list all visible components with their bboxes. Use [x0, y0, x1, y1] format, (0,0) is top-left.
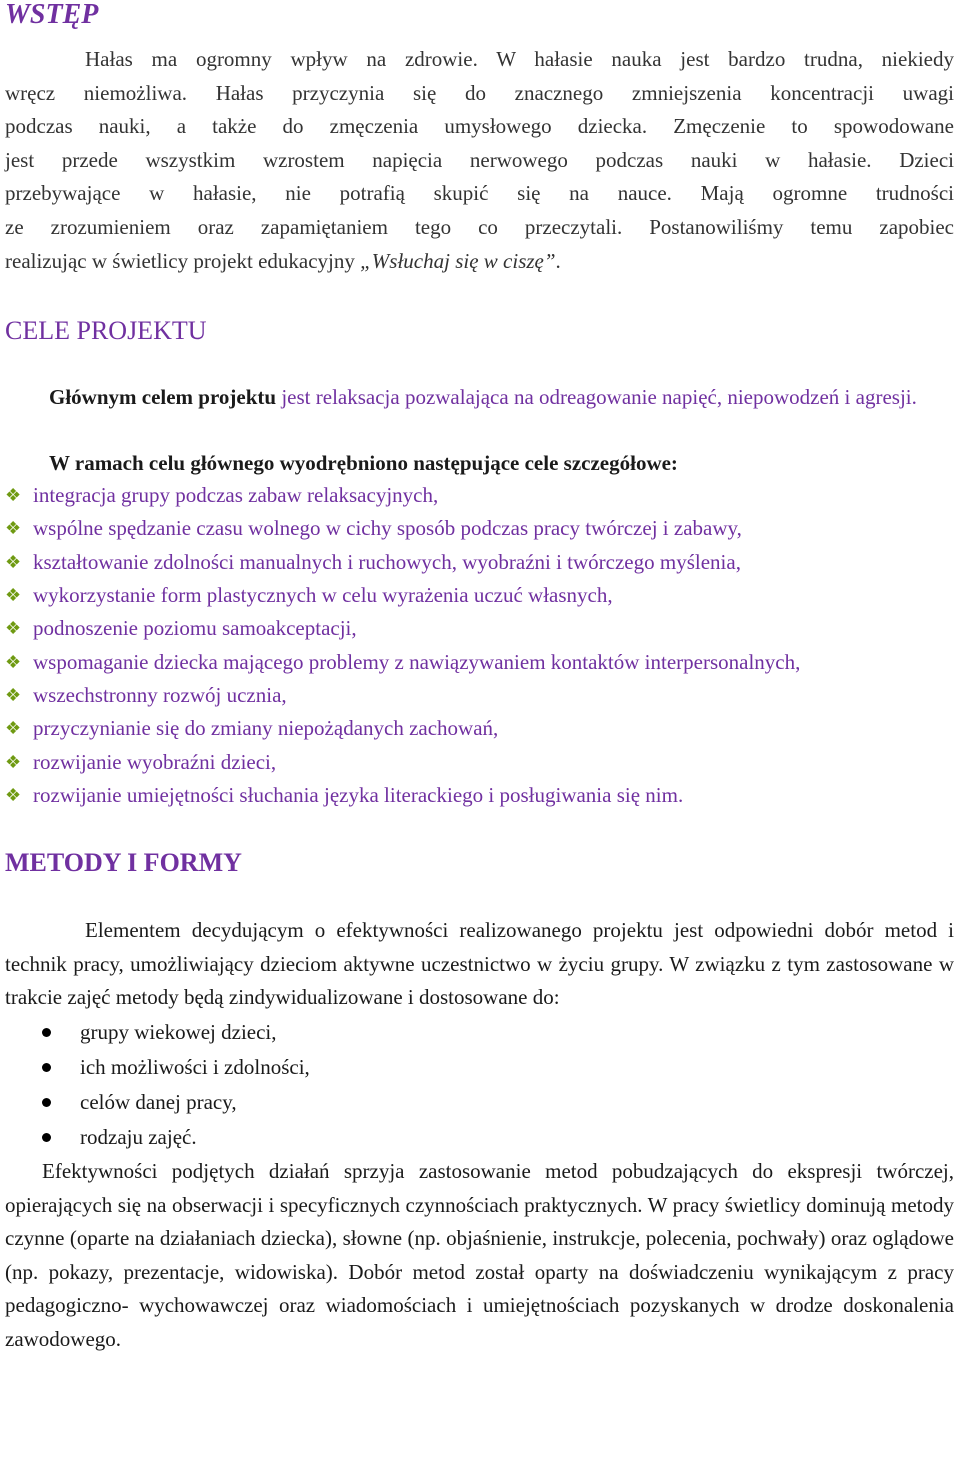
list-item: ❖ wspomaganie dziecka mającego problemy z nawiązywaniem kontaktów interpersonalnych, [5, 646, 954, 679]
bullet-icon [5, 1050, 80, 1085]
section-title-wstep: WSTĘP [5, 0, 99, 30]
diamond-icon: ❖ [5, 684, 22, 705]
list-item: celów danej pracy, [5, 1085, 954, 1120]
wstep-line-4: jest przede wszystkim wzrostem napięcia nerwowego podczas nauki w hałasie. Dzieci [5, 147, 954, 172]
diamond-icon: ❖ [5, 585, 22, 606]
wstep-line-7 [5, 245, 954, 279]
main-goal-text: jest relaksacja pozwalająca na odreagowanie napięć, niepowodzeń i agresji. [276, 385, 917, 410]
section-title-metody: METODY I FORMY [5, 848, 242, 878]
list-item: ❖ rozwijanie umiejętności słuchania języka literackiego i posługiwania się nim. [5, 779, 954, 812]
main-goal-label: Głównym celem projektu [49, 385, 277, 410]
list-item: grupy wiekowej dzieci, [5, 1015, 954, 1050]
wstep-line-5: przebywające w hałasie, nie potrafią skupić się na nauce. Mają ogromne trudności [5, 181, 954, 206]
wstep-line-1: Hałas ma ogromny wpływ na zdrowie. W hałasie nauka jest bardzo trudna, niekiedy [85, 47, 954, 71]
list-item: ❖ wspólne spędzanie czasu wolnego w cichy sposób podczas pracy twórczej i zabawy, [5, 512, 954, 545]
list-item: ❖ przyczynianie się do zmiany niepożądanych zachowań, [5, 712, 954, 745]
wstep-last-line-prefix: realizując w świetlicy projekt edukacyjny [5, 248, 361, 273]
diamond-icon: ❖ [5, 718, 22, 739]
metody-closing: Efektywności podjętych działań sprzyja zastosowanie metod pobudzających do ekspresji twórczej, opierających się na obserwacji i specyficznych czynnościach praktycznych. W pracy świetlicy dominują metody czynne (oparte na działaniach dziecka), słowne (np. objaśnienie, instrukcje, polecenia, pochwały) oraz oglądowe (np. pokazy, prezentacje, widowiska). Dobór metod został oparty na doświadczeniu wynikającym z pracy pedagogiczno- wychowawczej oraz wiadomościach i umiejętnościach pozyskanych w drodze doskonalenia zawodowego. [5, 1158, 954, 1351]
diamond-icon: ❖ [5, 485, 22, 506]
list-item: ❖ wykorzystanie form plastycznych w celu wyrażenia uczuć własnych, [5, 579, 954, 612]
bullet-icon [5, 1085, 80, 1120]
wstep-line-3: podczas nauki, a także do zmęczenia umysłowego dziecka. Zmęczenie to spowodowane [5, 114, 954, 139]
diamond-icon: ❖ [5, 651, 22, 672]
diamond-icon: ❖ [5, 518, 22, 539]
project-name: „Wsłuchaj się w ciszę” [360, 248, 556, 273]
list-item: ❖ kształtowanie zdolności manualnych i ruchowych, wyobraźni i twórczego myślenia, [5, 546, 954, 579]
wstep-paragraph [5, 43, 954, 278]
wstep-line-6: ze zrozumieniem oraz zapamiętaniem tego co przeczytali. Postanowiliśmy temu zapobiec [5, 214, 954, 239]
metody-intro: Elementem decydującym o efektywności realizowanego projektu jest odpowiedni dobór metod i technik pracy, umożliwiający dzieciom aktywne uczestnictwo w życiu grupy. W związku z tym zastosowane w trakcie zajęć metody będą zindywidualizowane i dostosowane do: [5, 918, 954, 1010]
list-item: ❖ wszechstronny rozwój ucznia, [5, 679, 954, 712]
wstep-last-line-suffix: . [555, 248, 561, 273]
methods-list [5, 1015, 954, 1155]
bullet-icon [5, 1015, 80, 1050]
diamond-icon: ❖ [5, 618, 22, 639]
diamond-icon: ❖ [5, 784, 22, 805]
list-item: ❖ podnoszenie poziomu samoakceptacji, [5, 612, 954, 645]
diamond-icon: ❖ [5, 551, 22, 572]
subgoals-heading: W ramach celu głównego wyodrębniono następujące cele szczegółowe: [49, 451, 678, 476]
list-item: rodzaju zajęć. [5, 1120, 954, 1155]
subgoals-list [5, 479, 954, 812]
list-item: ❖ integracja grupy podczas zabaw relaksacyjnych, [5, 479, 954, 512]
list-item: ich możliwości i zdolności, [5, 1050, 954, 1085]
section-title-cele: CELE PROJEKTU [5, 316, 207, 346]
list-item: ❖ rozwijanie wyobraźni dzieci, [5, 746, 954, 779]
diamond-icon: ❖ [5, 751, 22, 772]
bullet-icon [5, 1120, 80, 1155]
main-goal [5, 381, 954, 413]
wstep-line-2: wręcz niemożliwa. Hałas przyczynia się do znacznego zmniejszenia koncentracji uwagi [5, 80, 954, 105]
